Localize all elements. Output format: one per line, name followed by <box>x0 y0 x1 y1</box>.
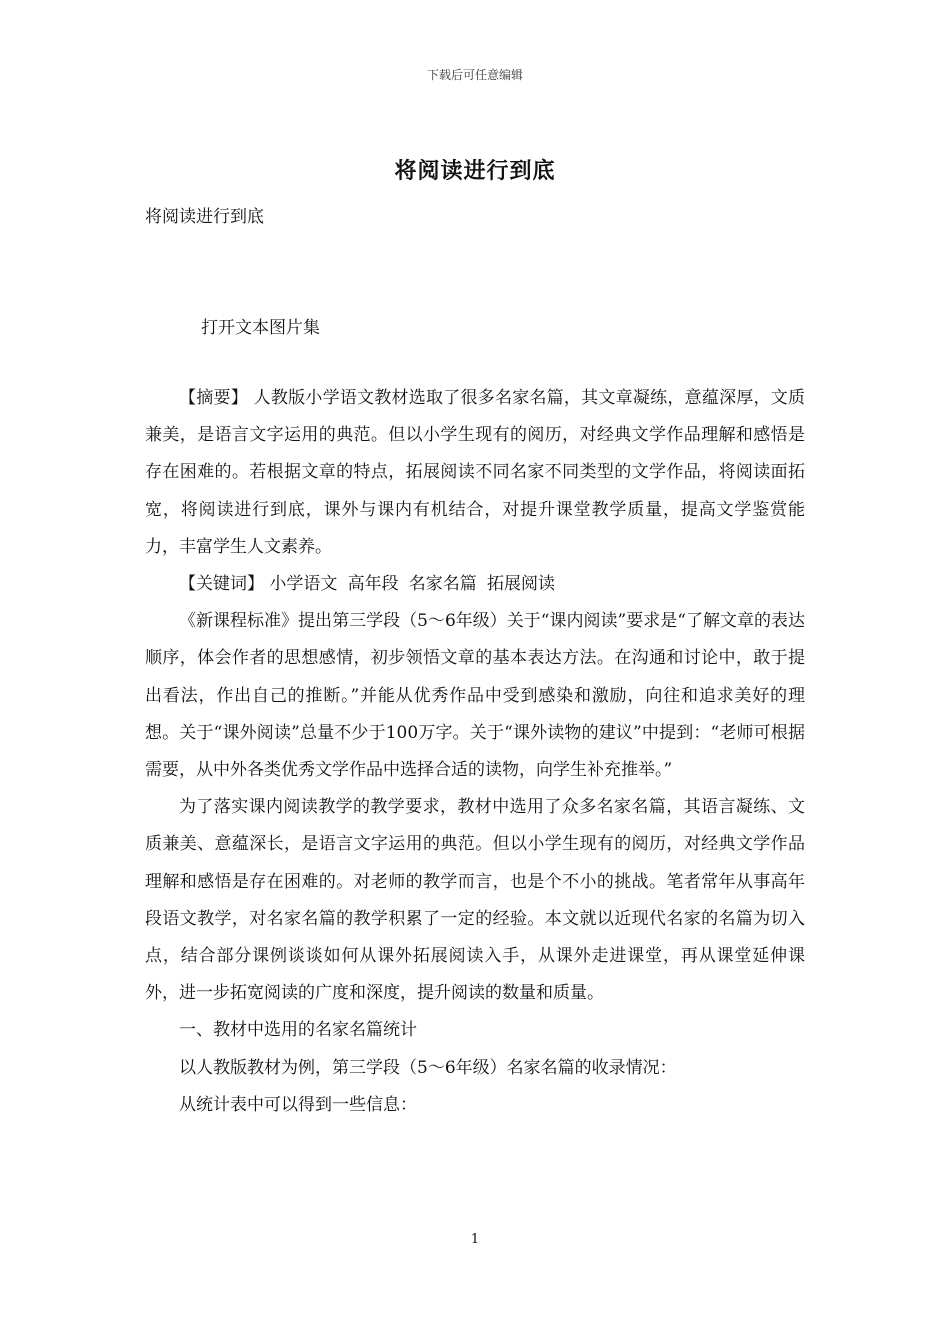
header-note: 下载后可任意编辑 <box>426 68 523 82</box>
keyword: 名家名篇 <box>408 574 477 595</box>
keyword: 拓展阅读 <box>486 574 555 595</box>
section-heading: 一、教材中选用的名家名篇统计 <box>179 1020 417 1041</box>
document-subtitle: 将阅读进行到底 <box>145 207 264 227</box>
body-text <box>145 380 805 1124</box>
keyword: 高年段 <box>347 574 399 595</box>
page-number: 1 <box>470 1232 480 1247</box>
keywords-label: 【关键词】 <box>179 574 264 595</box>
body-paragraph: 为了落实课内阅读教学的教学要求，教材中选用了众多名家名篇，其语言凝练、文质兼美、意蕴深长，是语言文字运用的典范。但以小学生现有的阅历，对经典文学作品理解和感悟是存在困难的。对老师的教学而言，也是个不小的挑战。笔者常年从事高年段语文教学，对名家名篇的教学积累了一定的经验。本文就以近现代名家的名篇为切入点，结合部分课例谈谈如何从课外拓展阅读入手，从课外走进课堂，再从课堂延伸课外，进一步拓宽阅读的广度和深度，提升阅读的数量和质量。 <box>145 797 805 1004</box>
body-paragraph: 《新课程标准》提出第三学段（5～6年级）关于“课内阅读”要求是“了解文章的表达顺序，体会作者的思想感情，初步领悟文章的基本表达方法。在沟通和讨论中，敢于提出看法，作出自己的推断。”并能从优秀作品中受到感染和激励，向往和追求美好的理想。关于“课外阅读”总量不少于100万字。关于“课外读物的建议”中提到：“老师可根据需要，从中外各类优秀文学作品中选择合适的读物，向学生补充推举。” <box>145 611 805 781</box>
body-paragraph: 从统计表中可以得到一些信息： <box>179 1094 417 1115</box>
keywords-paragraph <box>145 566 805 603</box>
abstract-label: 【摘要】 <box>179 388 248 408</box>
abstract-text: 人教版小学语文教材选取了很多名家名篇，其文章凝练，意蕴深厚，文质兼美，是语言文字运用的典范。但以小学生现有的阅历，对经典文学作品理解和感悟是存在困难的。若根据文章的特点，拓展阅读不同名家不同类型的文学作品，将阅读面拓宽，将阅读进行到底，课外与课内有机结合，对提升课堂教学质量，提高文学鉴赏能力，丰富学生人文素养。 <box>145 388 806 557</box>
document-title: 将阅读进行到底 <box>394 158 556 184</box>
keyword: 小学语文 <box>269 574 338 595</box>
open-image-gallery-link[interactable]: 打开文本图片集 <box>201 318 320 338</box>
abstract-paragraph <box>145 380 805 566</box>
body-paragraph: 以人教版教材为例，第三学段（5～6年级）名家名篇的收录情况： <box>179 1057 677 1078</box>
